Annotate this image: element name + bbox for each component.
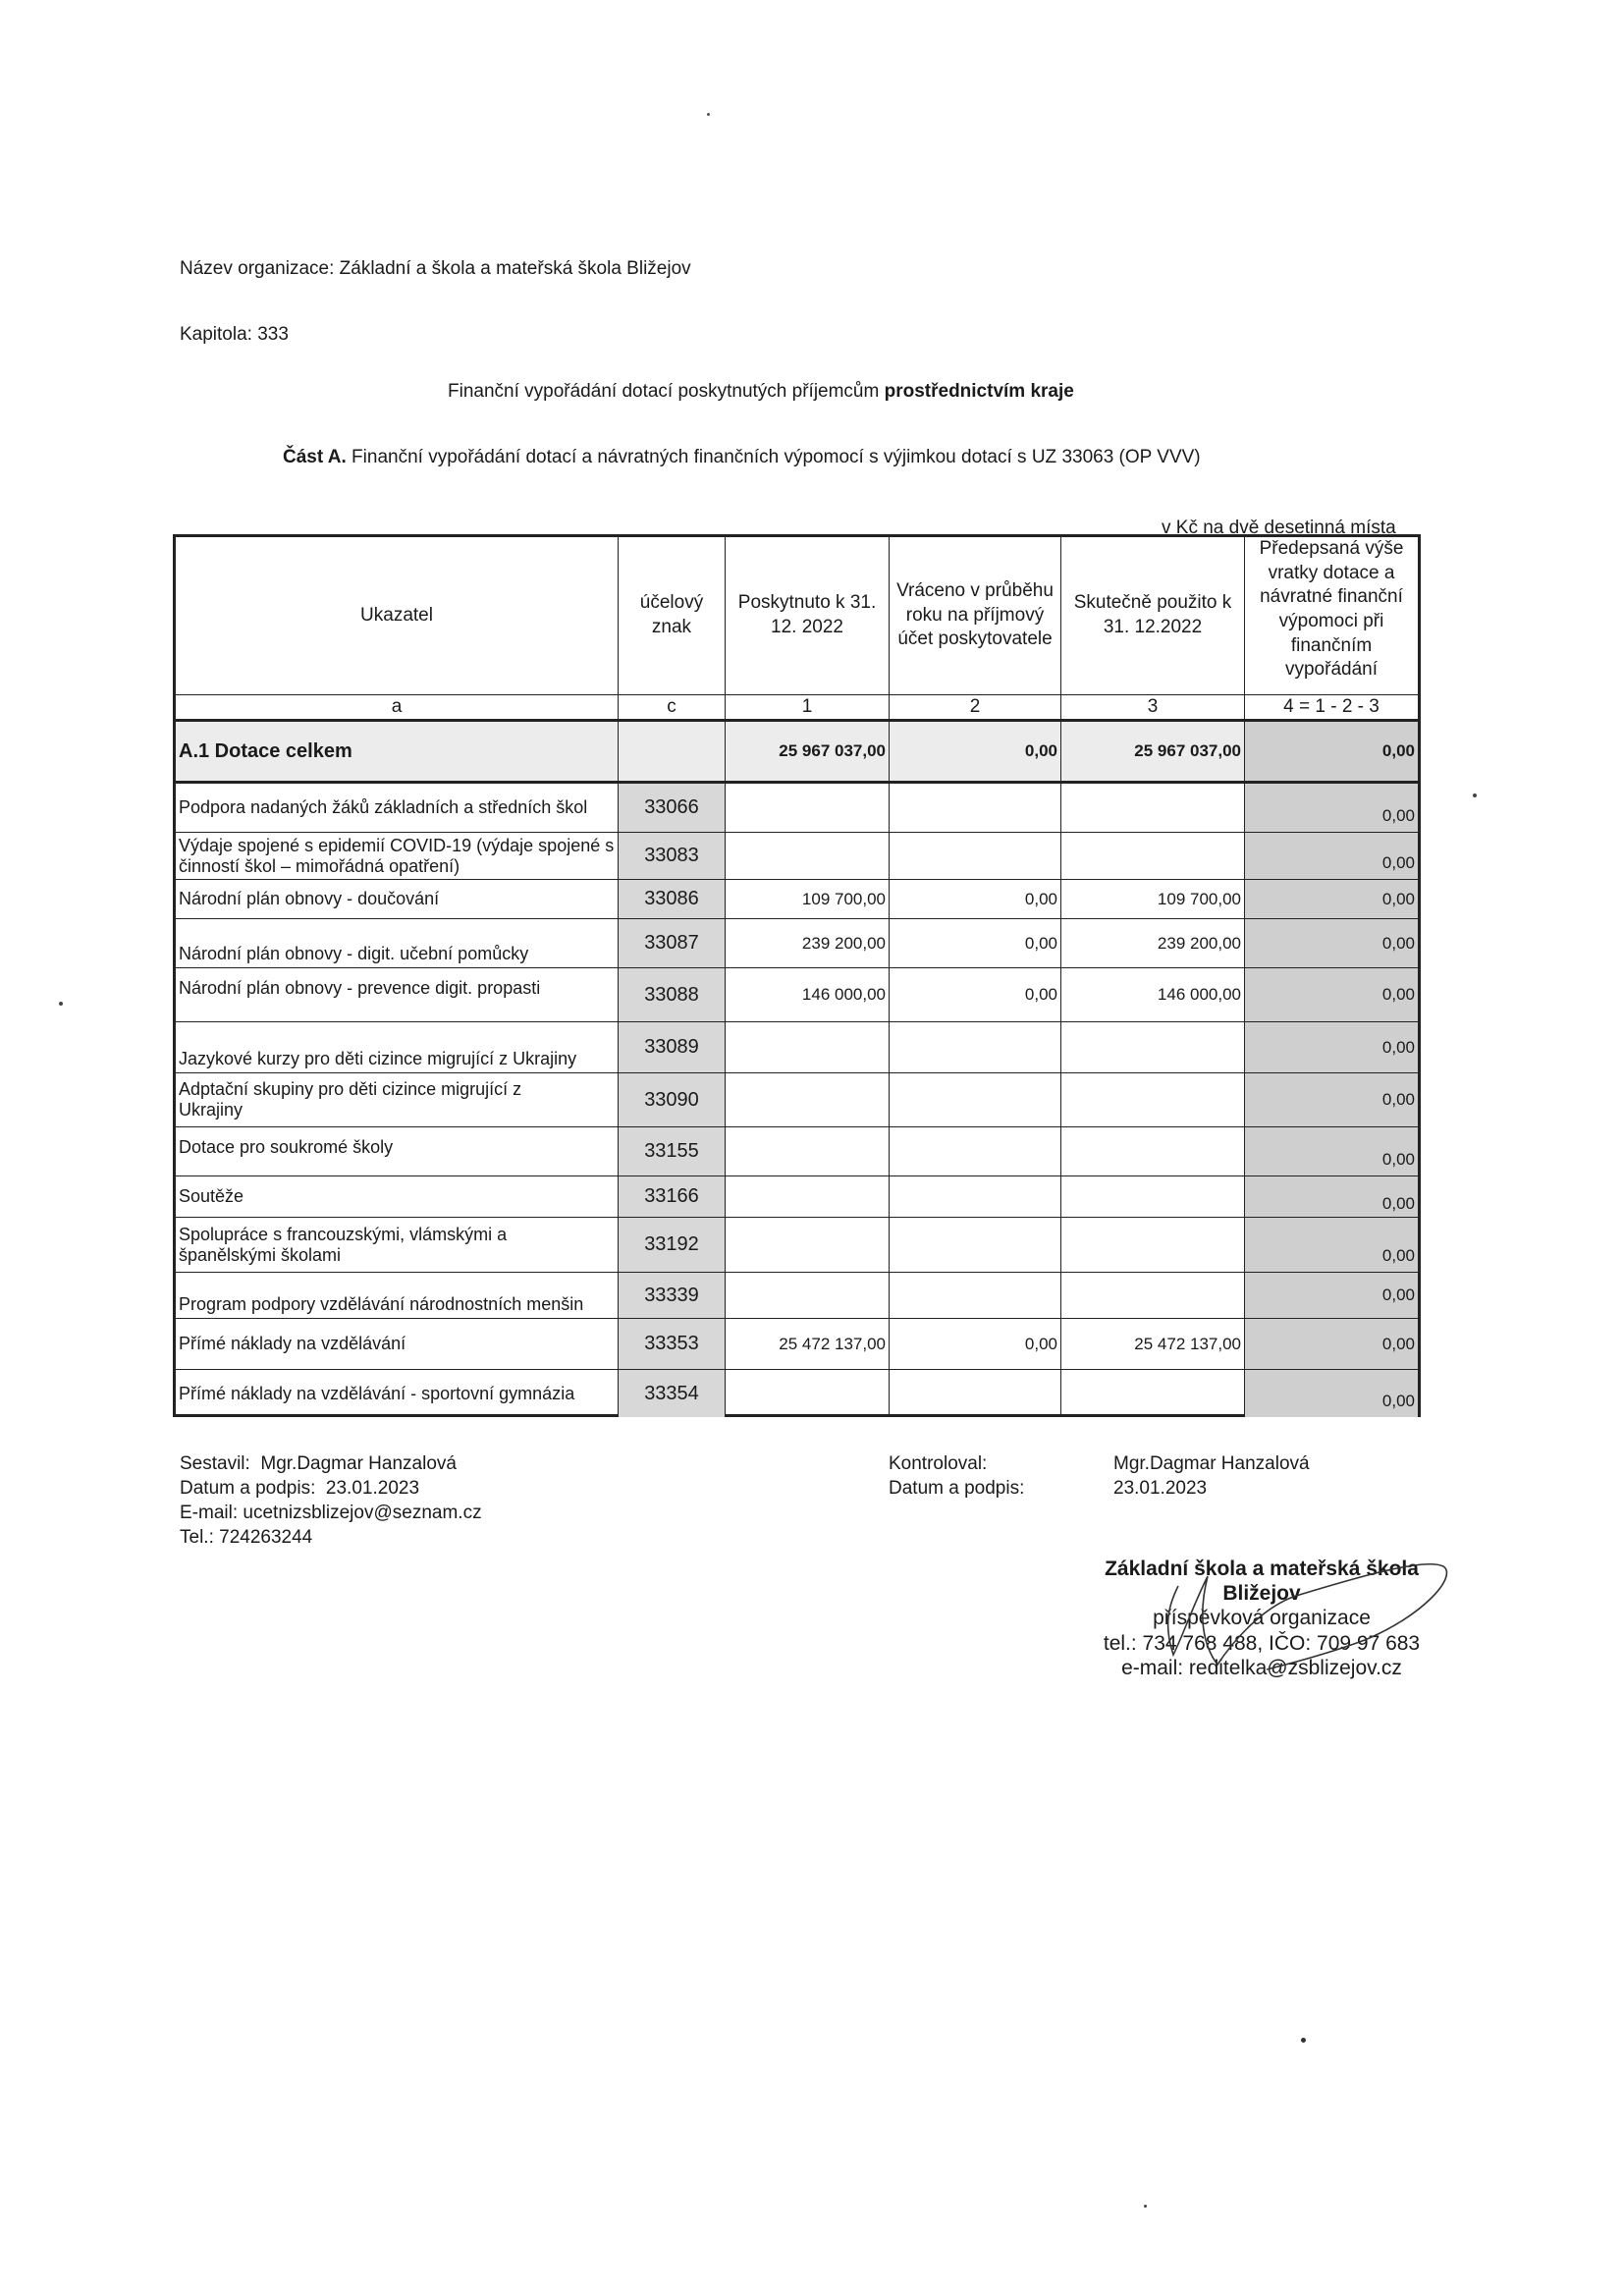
table-row-code: 33155 xyxy=(619,1127,726,1176)
stamp-line-4: tel.: 734 768 488, IČO: 709 97 683 xyxy=(1103,1631,1421,1655)
email-value: ucetnizsblizejov@seznam.cz xyxy=(243,1503,482,1523)
part-heading xyxy=(283,447,1201,468)
table-row-used: 146 000,00 xyxy=(1061,968,1245,1022)
col-header-indicator: Ukazatel xyxy=(176,537,619,695)
table-row-refund: 0,00 xyxy=(1245,919,1418,968)
table-row-refund: 0,00 xyxy=(1245,1273,1418,1319)
table-row-used xyxy=(1061,1273,1245,1319)
table-row-returned xyxy=(890,1022,1061,1073)
table-row-code: 33087 xyxy=(619,919,726,968)
email-line xyxy=(180,1501,482,1525)
org-label: Název organizace: xyxy=(180,258,335,279)
table-row-used xyxy=(1061,1127,1245,1176)
table-row-code: 33089 xyxy=(619,1022,726,1073)
table-row-label: Spolupráce s francouzskými, vlámskými a španělskými školami xyxy=(176,1218,619,1273)
table-row-provided xyxy=(726,833,890,880)
table-row-label: Přímé náklady na vzdělávání - sportovní gymnázia xyxy=(176,1370,619,1417)
table-row-code: 33088 xyxy=(619,968,726,1022)
table-row-refund: 0,00 xyxy=(1245,968,1418,1022)
table-row-label: Adptační skupiny pro děti cizince migrující z Ukrajiny xyxy=(176,1073,619,1127)
table-row-provided xyxy=(726,1073,890,1127)
total-row-code xyxy=(619,722,726,784)
table-row-provided xyxy=(726,784,890,833)
table-row-refund: 0,00 xyxy=(1245,784,1418,833)
compiled-date: 23.01.2023 xyxy=(325,1478,420,1499)
chapter-label: Kapitola: xyxy=(180,324,252,345)
scan-speck xyxy=(707,113,710,116)
part-text: Finanční vypořádání dotací a návratných finančních výpomocí s výjimkou dotací s UZ 33063 (OP VVV) xyxy=(346,447,1201,467)
table-row-code: 33066 xyxy=(619,784,726,833)
table-row-refund: 0,00 xyxy=(1245,880,1418,919)
checked-values xyxy=(1113,1451,1310,1501)
table-row-provided: 109 700,00 xyxy=(726,880,890,919)
col-key-2: 2 xyxy=(890,695,1061,722)
table-row-label: Výdaje spojené s epidemií COVID-19 (výdaje spojené s činností škol – mimořádná opatření) xyxy=(176,833,619,880)
table-row-refund: 0,00 xyxy=(1245,1176,1418,1218)
part-label: Část A. xyxy=(283,447,347,467)
table-row-refund: 0,00 xyxy=(1245,1370,1418,1417)
tel-label: Tel.: xyxy=(180,1527,214,1548)
table-row-label: Národní plán obnovy - digit. učební pomůcky xyxy=(176,919,619,968)
table-row-code: 33339 xyxy=(619,1273,726,1319)
table-row-refund: 0,00 xyxy=(1245,1319,1418,1370)
table-row-refund: 0,00 xyxy=(1245,1127,1418,1176)
stamp-line-1: Základní škola a mateřská škola xyxy=(1105,1558,1419,1580)
col-key-1: 1 xyxy=(726,695,890,722)
col-header-provided: Poskytnuto k 31. 12. 2022 xyxy=(726,537,890,695)
table-row-code: 33166 xyxy=(619,1176,726,1218)
organization-stamp xyxy=(1065,1557,1458,1680)
tel-value: 724263244 xyxy=(219,1527,313,1548)
table-row-label: Dotace pro soukromé školy xyxy=(176,1127,619,1176)
total-row-provided: 25 967 037,00 xyxy=(726,722,890,784)
table-row-returned xyxy=(890,1127,1061,1176)
col-key-a: a xyxy=(176,695,619,722)
compiled-date-line xyxy=(180,1476,482,1501)
table-row-returned xyxy=(890,1073,1061,1127)
table-row-provided: 146 000,00 xyxy=(726,968,890,1022)
table-row-provided: 239 200,00 xyxy=(726,919,890,968)
table-row-used xyxy=(1061,1176,1245,1218)
total-row-returned: 0,00 xyxy=(890,722,1061,784)
checked-date-label: Datum a podpis: xyxy=(889,1478,1025,1499)
table-row-code: 33090 xyxy=(619,1073,726,1127)
compiled-block xyxy=(180,1451,482,1550)
table-row-code: 33354 xyxy=(619,1370,726,1417)
table-row-used xyxy=(1061,833,1245,880)
total-row-refund: 0,00 xyxy=(1245,722,1418,784)
table-row-label: Přímé náklady na vzdělávání xyxy=(176,1319,619,1370)
table-row-returned xyxy=(890,1370,1061,1417)
table-row-code: 33353 xyxy=(619,1319,726,1370)
compiled-by: Mgr.Dagmar Hanzalová xyxy=(260,1453,457,1474)
table-row-provided xyxy=(726,1273,890,1319)
scan-speck xyxy=(1144,2205,1147,2208)
title-bold: prostřednictvím kraje xyxy=(884,381,1074,402)
col-key-4: 4 = 1 - 2 - 3 xyxy=(1245,695,1418,722)
scan-speck xyxy=(1473,793,1477,797)
table-row-returned xyxy=(890,1176,1061,1218)
table-row-provided xyxy=(726,1127,890,1176)
checked-date: 23.01.2023 xyxy=(1113,1478,1208,1499)
total-row-label: A.1 Dotace celkem xyxy=(176,722,619,784)
title-regular: Finanční vypořádání dotací poskytnutých příjemcům xyxy=(448,381,885,402)
table-row-refund: 0,00 xyxy=(1245,1022,1418,1073)
stamp-line-2: Bližejov xyxy=(1222,1582,1301,1606)
table-row-provided xyxy=(726,1370,890,1417)
compiled-date-label: Datum a podpis: xyxy=(180,1478,316,1499)
table-row-provided xyxy=(726,1022,890,1073)
table-row-returned xyxy=(890,784,1061,833)
col-key-c: c xyxy=(619,695,726,722)
table-row-label: Podpora nadaných žáků základních a středních škol xyxy=(176,784,619,833)
table-row-provided: 25 472 137,00 xyxy=(726,1319,890,1370)
table-row-returned xyxy=(890,833,1061,880)
settlement-table xyxy=(173,534,1421,1417)
col-header-used: Skutečně použito k 31. 12.2022 xyxy=(1061,537,1245,695)
table-row-used xyxy=(1061,1370,1245,1417)
table-row-used xyxy=(1061,1022,1245,1073)
table-row-label: Soutěže xyxy=(176,1176,619,1218)
table-row-label: Národní plán obnovy - doučování xyxy=(176,880,619,919)
document-title xyxy=(448,381,1074,403)
table-row-used: 25 472 137,00 xyxy=(1061,1319,1245,1370)
table-row-refund: 0,00 xyxy=(1245,833,1418,880)
org-name: Základní a škola a mateřská škola Bližejov xyxy=(339,258,691,279)
checked-by: Mgr.Dagmar Hanzalová xyxy=(1113,1453,1310,1474)
table-row-used xyxy=(1061,784,1245,833)
table-row-label: Jazykové kurzy pro děti cizince migrující z Ukrajiny xyxy=(176,1022,619,1073)
table-row-returned xyxy=(890,1273,1061,1319)
table-row-returned xyxy=(890,1218,1061,1273)
units-note: v Kč na dvě desetinná místa xyxy=(1162,518,1396,538)
table-row-provided xyxy=(726,1218,890,1273)
table-row-returned: 0,00 xyxy=(890,919,1061,968)
table-row-refund: 0,00 xyxy=(1245,1218,1418,1273)
table-row-returned: 0,00 xyxy=(890,1319,1061,1370)
checked-labels xyxy=(889,1451,1024,1501)
table-row-label: Program podpory vzdělávání národnostních menšin xyxy=(176,1273,619,1319)
stamp-line-5: e-mail: reditelka@zsblizejov.cz xyxy=(1121,1656,1402,1679)
table-row-code: 33086 xyxy=(619,880,726,919)
table-row-used: 239 200,00 xyxy=(1061,919,1245,968)
table-row-used xyxy=(1061,1073,1245,1127)
total-row-used: 25 967 037,00 xyxy=(1061,722,1245,784)
chapter-value: 333 xyxy=(257,324,289,345)
chapter-line xyxy=(180,324,289,346)
checked-label: Kontroloval: xyxy=(889,1453,988,1474)
table-row-code: 33192 xyxy=(619,1218,726,1273)
table-row-refund: 0,00 xyxy=(1245,1073,1418,1127)
organization-line xyxy=(180,258,691,280)
tel-line xyxy=(180,1525,482,1550)
table-row-label: Národní plán obnovy - prevence digit. propasti xyxy=(176,968,619,1022)
table-row-code: 33083 xyxy=(619,833,726,880)
col-header-code: účelový znak xyxy=(619,537,726,695)
email-label: E-mail: xyxy=(180,1503,239,1523)
compiled-by-line xyxy=(180,1451,482,1476)
stamp-line-3: příspěvková organizace xyxy=(1153,1607,1371,1630)
col-header-refund: Předepsaná výše vratky dotace a návratné finanční výpomoci při finančním vypořádání xyxy=(1245,537,1418,695)
scan-speck xyxy=(59,1002,63,1006)
table-row-returned: 0,00 xyxy=(890,968,1061,1022)
table-row-returned: 0,00 xyxy=(890,880,1061,919)
col-header-returned: Vráceno v průběhu roku na příjmový účet poskytovatele xyxy=(890,537,1061,695)
table-row-used: 109 700,00 xyxy=(1061,880,1245,919)
table-row-used xyxy=(1061,1218,1245,1273)
table-row-provided xyxy=(726,1176,890,1218)
scan-speck xyxy=(1301,2038,1306,2043)
compiled-label: Sestavil: xyxy=(180,1453,250,1474)
col-key-3: 3 xyxy=(1061,695,1245,722)
